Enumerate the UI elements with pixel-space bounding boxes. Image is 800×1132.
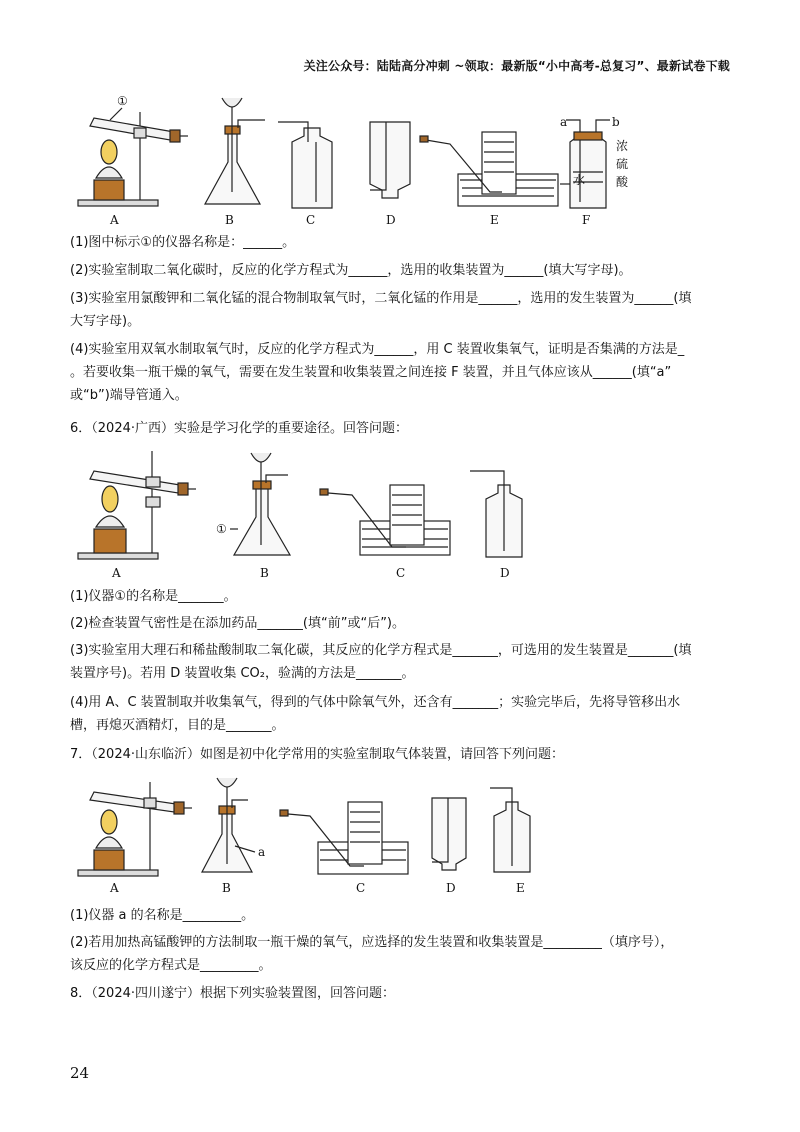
q7-line-3: 该反应的化学方程式是_________。 [70, 958, 272, 973]
label-acid-2: 硫 [616, 157, 629, 171]
q6-fig-label-C: C [396, 566, 406, 580]
q6-line-5: (4)用 A、C 装置制取并收集氧气，得到的气体中除氧气外，还含有_______；实验完毕后，先将导管移出水 [70, 695, 681, 710]
q6-line-6: 槽，再熄灭酒精灯，目的是_______。 [70, 718, 285, 733]
marker-1: ① [117, 94, 128, 108]
q5-line-2: (2)实验室制取二氧化碳时，反应的化学方程式为______，选用的收集装置为______(填大写字母)。 [70, 263, 632, 278]
label-acid-1: 浓 [616, 139, 629, 153]
figure-apparatus-q6 [70, 447, 570, 585]
q6-fig-label-A: A [112, 566, 121, 580]
label-water: 水 [573, 173, 586, 187]
label-acid-3: 酸 [616, 175, 629, 189]
figure-apparatus-q5 [70, 92, 670, 230]
fig-label-E: E [490, 213, 499, 227]
q6-line-2: (2)检查装置气密性是在添加药品_______(填“前”或“后”)。 [70, 616, 405, 631]
q7-fig-label-C: C [356, 881, 366, 895]
fig-label-C: C [306, 213, 316, 227]
q7-fig-label-B: B [222, 881, 231, 895]
q6-fig-label-D: D [500, 566, 510, 580]
fig-label-A: A [110, 213, 119, 227]
q7-line-2: (2)若用加热高锰酸钾的方法制取一瓶干燥的氧气，应选择的发生装置和收集装置是_________（填序号）， [70, 935, 674, 950]
page-header: 关注公众号：陆陆高分冲刺 ~领取：最新版“小中高考-总复习”、最新试卷下载 [303, 59, 730, 73]
fig-label-B: B [225, 213, 234, 227]
fig-label-F: F [582, 213, 591, 227]
q5-line-5: (4)实验室用双氧水制取氧气时，反应的化学方程式为______，用 C 装置收集氧气，证明是否集满的方法是_ [70, 342, 685, 357]
q6-title: 6．（2024·广西）实验是学习化学的重要途径。回答问题： [70, 421, 408, 436]
q7-marker-a: a [258, 845, 266, 859]
q7-line-1: (1)仪器 a 的名称是_________。 [70, 908, 255, 923]
q5-line-7: 或“b”)端导管通入。 [70, 388, 188, 403]
figure-apparatus-q7 [70, 772, 570, 900]
q5-line-1: (1)图中标示①的仪器名称是：______。 [70, 235, 296, 250]
q5-line-3: (3)实验室用氯酸钾和二氧化锰的混合物制取氧气时，二氧化锰的作用是______，选用的发生装置为______(填 [70, 291, 692, 306]
q6-line-4: 装置序号)。若用 D 装置收集 CO₂，验满的方法是_______。 [70, 666, 415, 681]
q6-fig-label-B: B [260, 566, 269, 580]
q5-line-6: 。若要收集一瓶干燥的氧气，需要在发生装置和收集装置之间连接 F 装置，并且气体应该从______(填“a” [70, 365, 672, 380]
q7-fig-label-D: D [446, 881, 456, 895]
q7-fig-label-A: A [110, 881, 119, 895]
page-number: 24 [70, 1064, 90, 1082]
q6-line-1: (1)仪器①的名称是_______。 [70, 589, 237, 604]
fig-label-D: D [386, 213, 396, 227]
q8-title: 8．（2024·四川遂宁）根据下列实验装置图，回答问题： [70, 986, 395, 1001]
label-b: b [612, 115, 620, 129]
q7-fig-label-E: E [516, 881, 525, 895]
q6-marker-1: ① [216, 522, 227, 536]
label-a: a [560, 115, 568, 129]
q6-line-3: (3)实验室用大理石和稀盐酸制取二氧化碳，其反应的化学方程式是_______，可选用的发生装置是_______(填 [70, 643, 692, 658]
q7-title: 7．（2024·山东临沂）如图是初中化学常用的实验室制取气体装置，请回答下列问题： [70, 747, 564, 762]
q5-line-4: 大写字母)。 [70, 314, 141, 329]
